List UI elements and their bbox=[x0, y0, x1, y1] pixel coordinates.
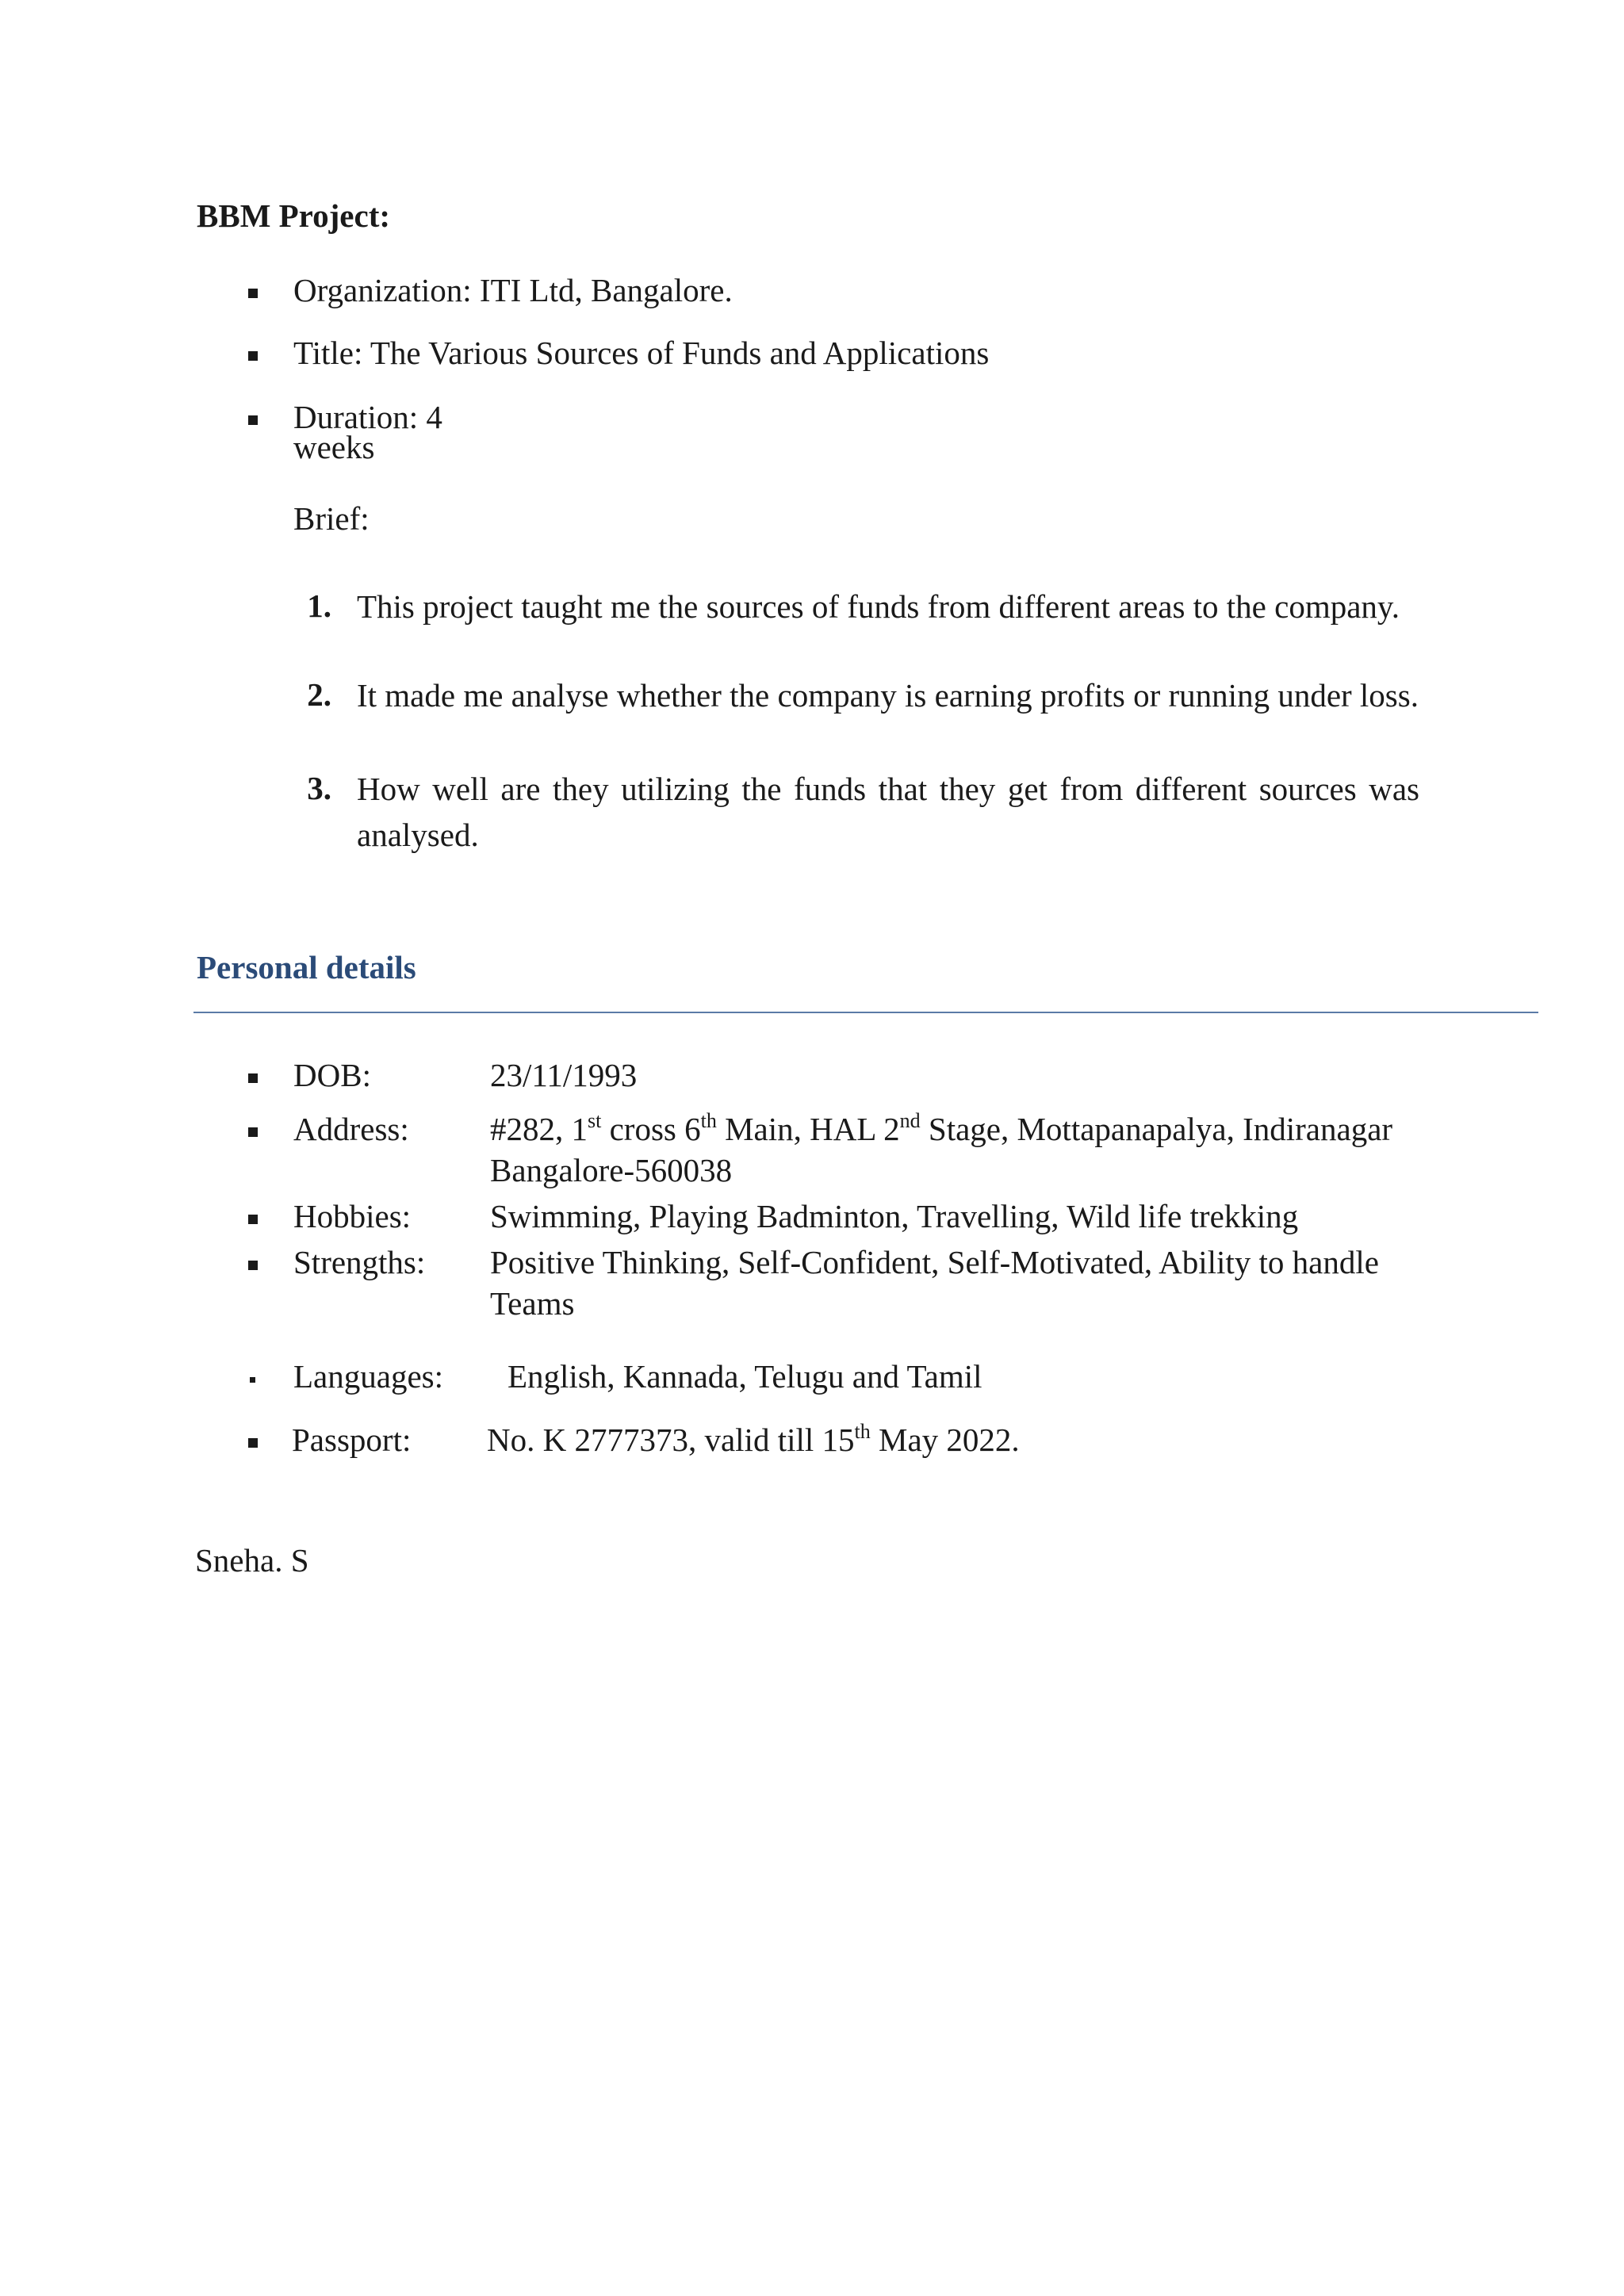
brief-point-text: It made me analyse whether the company is earning profits or running under loss. bbox=[357, 677, 1419, 714]
bullet-icon bbox=[248, 1261, 258, 1270]
bullet-icon bbox=[248, 289, 258, 298]
dob-value: 23/11/1993 bbox=[490, 1057, 638, 1093]
strengths-value-line2: Teams bbox=[490, 1285, 575, 1322]
brief-number: 2. bbox=[307, 676, 331, 713]
hobbies-value: Swimming, Playing Badminton, Travelling, Wild life trekking bbox=[490, 1198, 1299, 1234]
bullet-icon bbox=[248, 1127, 258, 1137]
brief-point-text: This project taught me the sources of funds from different areas to the company. bbox=[357, 588, 1400, 625]
section-divider bbox=[193, 1012, 1538, 1013]
address-label: Address: bbox=[293, 1111, 409, 1147]
strengths-value: Positive Thinking, Self-Confident, Self-Motivated, Ability to handle bbox=[490, 1244, 1379, 1280]
bullet-icon bbox=[248, 1215, 258, 1224]
languages-value: English, Kannada, Telugu and Tamil bbox=[508, 1358, 982, 1395]
project-title: Title: The Various Sources of Funds and Applications bbox=[293, 335, 990, 371]
languages-label: Languages: bbox=[293, 1358, 443, 1395]
project-organization: Organization: ITI Ltd, Bangalore. bbox=[293, 272, 733, 308]
strengths-label: Strengths: bbox=[293, 1244, 426, 1280]
bullet-icon bbox=[248, 1438, 258, 1448]
brief-number: 1. bbox=[307, 587, 331, 624]
brief-point-text: How well are they utilizing the funds that they get from different sources was analysed. bbox=[357, 771, 1419, 853]
address-value-line2: Bangalore-560038 bbox=[490, 1152, 733, 1188]
passport-value: No. K 2777373, valid till 15th May 2022. bbox=[487, 1420, 1020, 1458]
bullet-icon bbox=[248, 351, 258, 361]
project-duration-cont: weeks bbox=[293, 429, 375, 465]
bullet-icon bbox=[248, 1073, 258, 1083]
dob-label: DOB: bbox=[293, 1057, 371, 1093]
brief-number: 3. bbox=[307, 770, 331, 806]
personal-details-heading: Personal details bbox=[197, 949, 416, 985]
hobbies-label: Hobbies: bbox=[293, 1198, 412, 1234]
bullet-icon bbox=[250, 1377, 255, 1383]
passport-label: Passport: bbox=[292, 1422, 412, 1458]
bbm-project-heading: BBM Project: bbox=[197, 197, 390, 234]
address-value: #282, 1st cross 6th Main, HAL 2nd Stage, Mottapanapalya, Indiranagar bbox=[490, 1109, 1393, 1147]
signature-name: Sneha. S bbox=[195, 1542, 309, 1578]
bullet-icon bbox=[248, 415, 258, 425]
project-duration: Duration: 4 bbox=[293, 399, 442, 435]
brief-label: Brief: bbox=[293, 500, 370, 537]
